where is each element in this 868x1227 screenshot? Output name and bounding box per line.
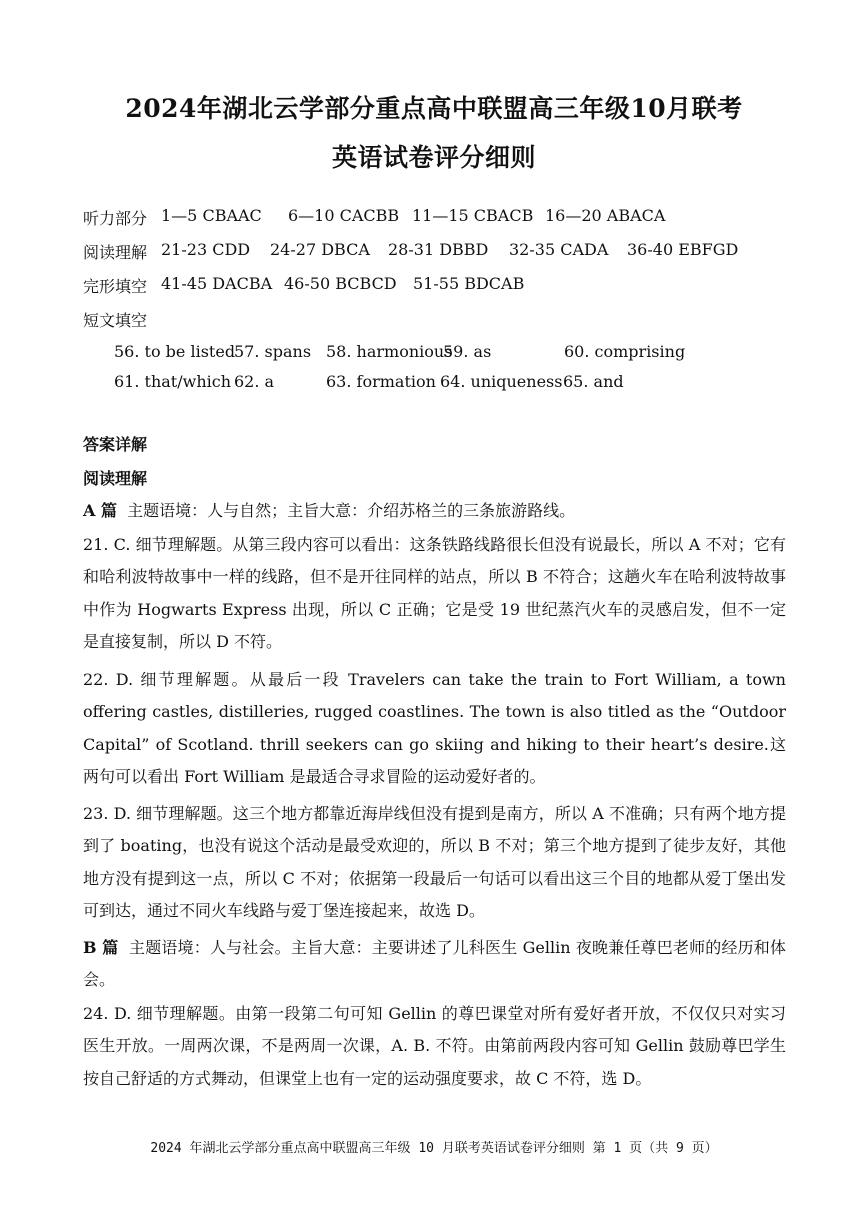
answers-grammar-row-1 — [114, 342, 784, 364]
answers-cloze-label: 完形填空 — [83, 277, 148, 296]
answer-group: 16—20 ABACA — [545, 206, 666, 225]
passage-b-text: 主题语境：人与社会。主旨大意：主要讲述了儿科医生 Gellin 夜晚兼任尊巴老师的经历和体会。 — [83, 938, 786, 990]
answer-group: 6—10 CACBB — [288, 206, 400, 225]
answer-item: 61. that/which — [114, 372, 232, 391]
answer-group: 11—15 CBACB — [412, 206, 534, 225]
answer-item: 58. harmonious — [326, 342, 453, 361]
answers-grammar-row-2 — [114, 372, 784, 394]
answer-group: 24-27 DBCA — [270, 240, 370, 259]
answer-group: 28-31 DBBD — [388, 240, 489, 259]
answer-item: 62. a — [234, 372, 275, 391]
answer-item: 57. spans — [234, 342, 312, 361]
answers-cloze-row — [83, 274, 783, 296]
answer-group: 36-40 EBFGD — [627, 240, 739, 259]
passage-b-label: B 篇 — [83, 938, 119, 957]
answer-item: 56. to be listed — [114, 342, 236, 361]
answers-grammar-label: 短文填空 — [83, 311, 148, 330]
page-footer: 2024 年湖北云学部分重点高中联盟高三年级 10 月联考英语试卷评分细则 第 1 页（共 9 页） — [150, 1141, 718, 1156]
answer-group: 32-35 CADA — [509, 240, 609, 259]
passage-a-summary — [83, 495, 786, 527]
answers-reading-row — [83, 240, 783, 262]
passage-a-text: 主题语境：人与自然；主旨大意：介绍苏格兰的三条旅游路线。 — [127, 501, 576, 520]
answer-item: 64. uniqueness — [440, 372, 563, 391]
question-22-explanation: 22. D. 细节理解题。从最后一段 Travelers can take the train to Fort William, a town offering castles, distilleries, rugged coastlines. The town is also titled as the “Outdoor Capital” of Scotland. thrill seekers can go skiing and hiking to their heart’s desire.这两句可以看出 Fort William 是最适合寻求冒险的运动爱好者的。 — [83, 670, 786, 787]
answer-group: 46-50 BCBCD — [284, 274, 397, 293]
answer-group: 1—5 CBAAC — [161, 206, 262, 225]
document-title: 2024年湖北云学部分重点高中联盟高三年级10月联考 — [125, 94, 743, 123]
answer-item: 63. formation — [326, 372, 436, 391]
details-heading: 答案详解 — [83, 435, 148, 454]
passage-a-label: A 篇 — [83, 501, 117, 520]
reading-heading: 阅读理解 — [83, 469, 148, 488]
answer-item: 59. as — [443, 342, 492, 361]
answer-item: 65. and — [563, 372, 624, 391]
document-subtitle: 英语试卷评分细则 — [331, 143, 536, 172]
answers-listening-label: 听力部分 — [83, 209, 148, 228]
answer-item: 60. comprising — [564, 342, 686, 361]
answer-group: 51-55 BDCAB — [413, 274, 525, 293]
answer-group: 21-23 CDD — [161, 240, 251, 259]
passage-b-summary — [83, 932, 786, 997]
answers-reading-label: 阅读理解 — [83, 243, 148, 262]
question-24-explanation: 24. D. 细节理解题。由第一段第二句可知 Gellin 的尊巴课堂对所有爱好者开放，不仅仅只对实习医生开放。一周两次课，不是两周一次课，A. B. 不符。由第前两段内容可知 Gellin 鼓励尊巴学生按自己舒适的方式舞动，但课堂上也有一定的运动强度要求，故 C 不符，选 D。 — [83, 1004, 786, 1088]
answers-listening-row — [83, 206, 783, 228]
answer-group: 41-45 DACBA — [161, 274, 273, 293]
question-21-explanation: 21. C. 细节理解题。从第三段内容可以看出：这条铁路线路很长但没有说最长，所以 A 不对；它有和哈利波特故事中一样的线路，但不是开往同样的站点，所以 B 不符合；这趟火车在哈利波特故事中作为 Hogwarts Express 出现，所以 C 正确；它是受 19 世纪蒸汽火车的灵感启发，但不一定是直接复制，所以 D 不符。 — [83, 535, 786, 652]
question-23-explanation: 23. D. 细节理解题。这三个地方都靠近海岸线但没有提到是南方，所以 A 不准确；只有两个地方提到了 boating，也没有说这个活动是最受欢迎的，所以 B 不对；第三个地方提到了徒步友好，其他地方没有提到这一点，所以 C 不对；依据第一段最后一句话可以看出这三个目的地都从爱丁堡出发可到达，通过不同火车线路与爱丁堡连接起来，故选 D。 — [83, 804, 786, 921]
